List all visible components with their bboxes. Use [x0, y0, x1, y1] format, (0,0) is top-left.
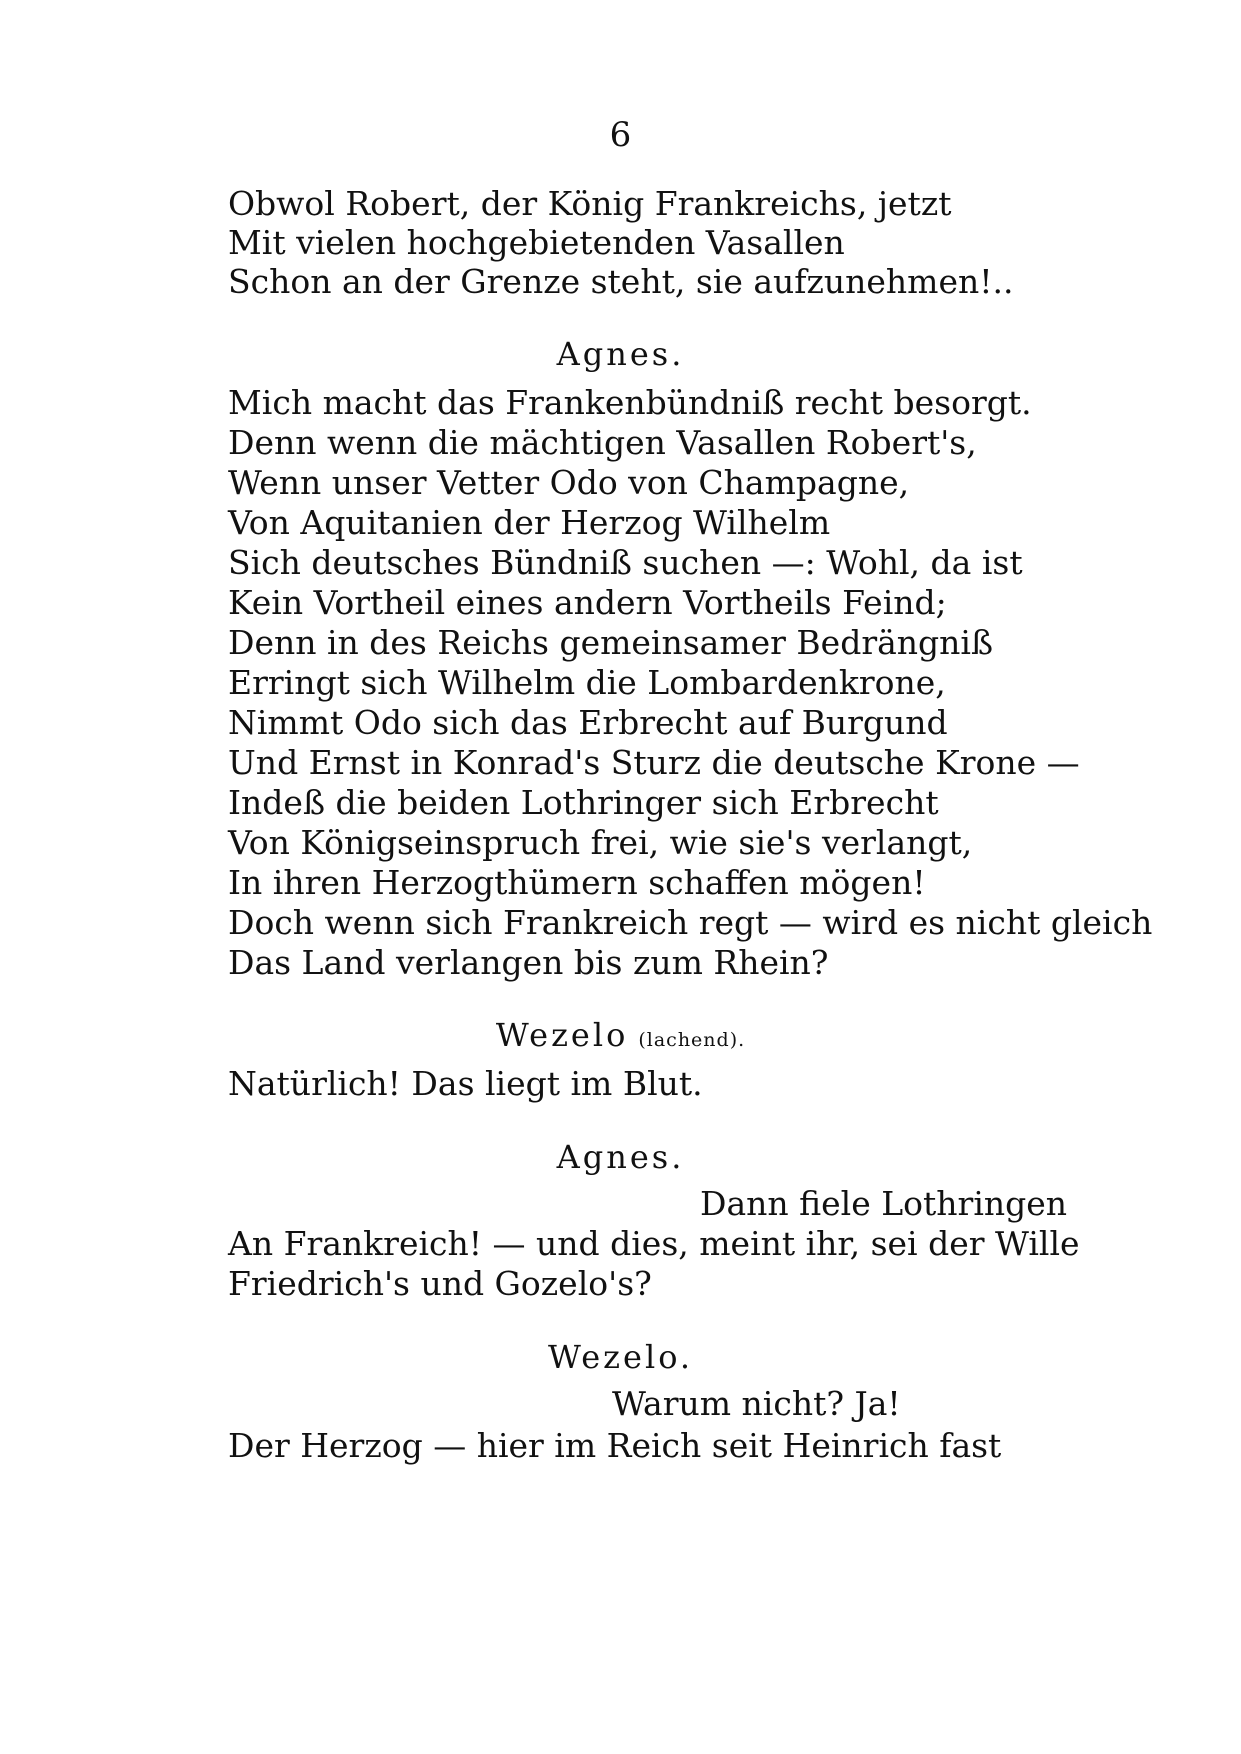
verse-line: Denn in des Reichs gemeinsamer Bedrängniß [228, 623, 994, 662]
verse-line: Obwol Robert, der König Frankreichs, jetzt [228, 184, 952, 223]
speaker-heading: Agnes. [556, 1138, 685, 1176]
speaker-heading [0, 1018, 1241, 1053]
verse-line: Schon an der Grenze steht, sie aufzunehmen!.. [228, 262, 1014, 301]
speaker-heading: Wezelo. [547, 1338, 694, 1376]
verse-line: Natürlich! Das liegt im Blut. [228, 1064, 703, 1103]
verse-line: Mit vielen hochgebietenden Vasallen [228, 223, 845, 262]
verse-line: Von Königseinspruch frei, wie sie's verlangt, [228, 823, 973, 862]
verse-line: Der Herzog — hier im Reich seit Heinrich fast [228, 1426, 1002, 1465]
verse-line: Und Ernst in Konrad's Sturz die deutsche Krone — [228, 743, 1080, 782]
verse-line: Erringt sich Wilhelm die Lombardenkrone, [228, 663, 946, 702]
verse-line: Denn wenn die mächtigen Vasallen Robert's, [228, 423, 977, 462]
verse-line: Nimmt Odo sich das Erbrecht auf Burgund [228, 703, 948, 742]
verse-line: Indeß die beiden Lothringer sich Erbrecht [228, 783, 939, 822]
verse-line: Von Aquitanien der Herzog Wilhelm [228, 503, 831, 542]
stage-direction: (lachend). [638, 1029, 746, 1051]
verse-line: Kein Vortheil eines andern Vortheils Feind; [228, 583, 947, 622]
verse-line: Mich macht das Frankenbündniß recht besorgt. [228, 383, 1032, 422]
verse-line: Sich deutsches Bündniß suchen —: Wohl, da ist [228, 543, 1023, 582]
verse-line: Doch wenn sich Frankreich regt — wird es nicht gleich [228, 903, 1153, 942]
verse-line: Wenn unser Vetter Odo von Champagne, [228, 463, 910, 502]
verse-line: An Frankreich! — und dies, meint ihr, sei der Wille [228, 1224, 1080, 1263]
page-number: 6 [609, 115, 632, 155]
speaker-name: Wezelo [495, 1016, 629, 1054]
verse-line: Das Land verlangen bis zum Rhein? [228, 943, 829, 982]
verse-line: Friedrich's und Gozelo's? [228, 1264, 652, 1303]
speaker-heading: Agnes. [556, 335, 685, 373]
verse-line-indented: Warum nicht? Ja! [612, 1384, 901, 1423]
verse-line-indented: Dann fiele Lothringen [700, 1184, 1068, 1223]
verse-line: In ihren Herzogthümern schaffen mögen! [228, 863, 926, 902]
